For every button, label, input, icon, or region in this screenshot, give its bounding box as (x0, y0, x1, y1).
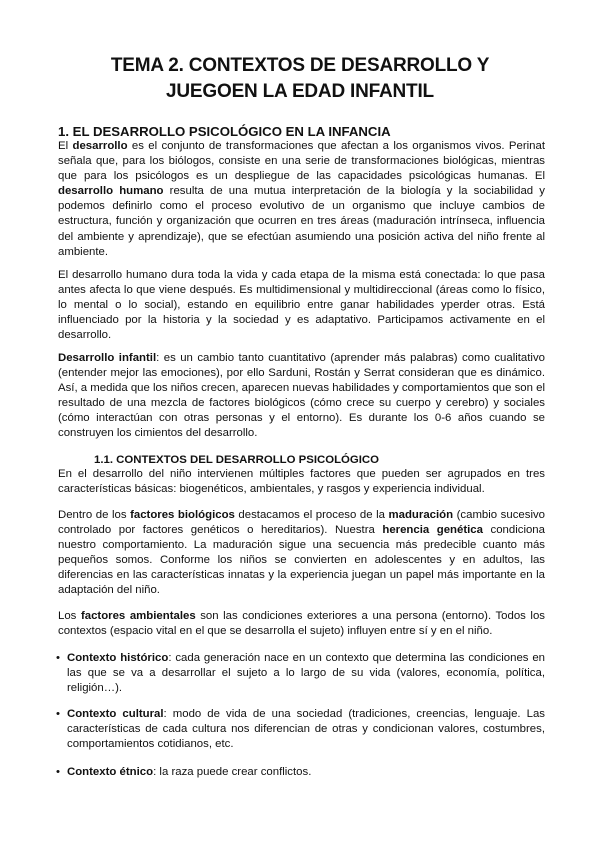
list-item-contexto-etnico: Contexto étnico: la raza puede crear conflictos. (67, 766, 312, 778)
paragraph-factores-biologicos: Dentro de los factores biológicos destacamos el proceso de la maduración (cambio sucesivo controlado por factores genéticos o hereditarios). Nuestra herencia genética condiciona nuestro comportamiento. La maduración sigue una secuencia más predecible cuanto más pequeños somos. Conforme los niños se convierten en adolescentes y en adultos, las diferencias en las características innatas y la experiencia juegan un papel más importante en la adaptación del niño. (58, 509, 545, 597)
document-title-line-1: TEMA 2. CONTEXTOS DE DESARROLLO Y (110, 55, 490, 76)
paragraph-factores: En el desarrollo del niño intervienen múltiples factores que pueden ser agrupados en tres características básicas: biogenéticos, ambientales, y rasgos y experiencia individual. (58, 468, 545, 496)
paragraph-desarrollo: El desarrollo es el conjunto de transformaciones que afectan a los organismos vivos. Perinat señala que, para los biólogos, consiste en una serie de transformaciones biológicas, mientras que para los psicólogos es un despliegue de las capacidades psicológicas humanas. El desarrollo humano resulta de una mutua interpretación de la biología y la sociabilidad y podemos definirlo como el proceso evolutivo de un organismo que incluye cambios de estructura, función y organización que ocurren en tres áreas (maduración intrínseca, influencia del ambiente y aprendizaje), que se efectúan asumiendo una posición activa del niño frente al ambiente. (58, 140, 546, 258)
bullet-icon: • (56, 708, 60, 720)
paragraph-factores-ambientales: Los factores ambientales son las condiciones exteriores a una persona (entorno). Todos los contextos (espacio vital en el que se desarrolla el sujeto) influyen entre sí y en el niño. (58, 610, 545, 638)
bullet-icon: • (56, 766, 60, 778)
subsection-heading: 1.1. CONTEXTOS DEL DESARROLLO PSICOLÓGICO (94, 454, 380, 466)
paragraph-desarrollo-infantil: Desarrollo infantil: es un cambio tanto cuantitativo (aprender más palabras) como cualitativo (entender mejor las emociones), por ello Sarduni, Rostán y Serrat consideran que es dinámico. Así, a medida que los niños crecen, aparecen nuevas habilidades y comportamientos que son el resultado de una mezcla de factores biológicos (cómo crece su cuerpo y cerebro) y sociales (cómo interactúan con otras personas y el entorno). Es durante los 0-6 años cuando se construyen los cimientos del desarrollo. (58, 352, 545, 440)
document-title-line-2: JUEGOEN LA EDAD INFANTIL (166, 81, 434, 102)
paragraph-desarrollo-humano: El desarrollo humano dura toda la vida y cada etapa de la misma está conectada: lo que pasa antes afecta lo que viene después. Es multidimensional y multidireccional (áreas como lo físico, lo mental o lo social), estando en equilibrio entre ganar habilidades yperder otras. Está influenciado por la historia y la sociedad y es adaptativo. Participamos activamente en el desarrollo. (58, 269, 545, 342)
section-heading: 1. EL DESARROLLO PSICOLÓGICO EN LA INFANCIA (58, 124, 391, 139)
bullet-icon: • (56, 652, 60, 664)
list-item-contexto-cultural: Contexto cultural: modo de vida de una sociedad (tradiciones, creencias, lenguaje. Las características de cada cultura nos diferencian de otras y condicionan valores, costumbres, comportamientos cotidianos, etc. (67, 708, 545, 751)
list-item-contexto-historico: Contexto histórico: cada generación nace en un contexto que determina las condiciones en las que se va a desarrollar el sujeto a lo largo de su vida (valores, economía, política, religión…). (67, 652, 546, 695)
